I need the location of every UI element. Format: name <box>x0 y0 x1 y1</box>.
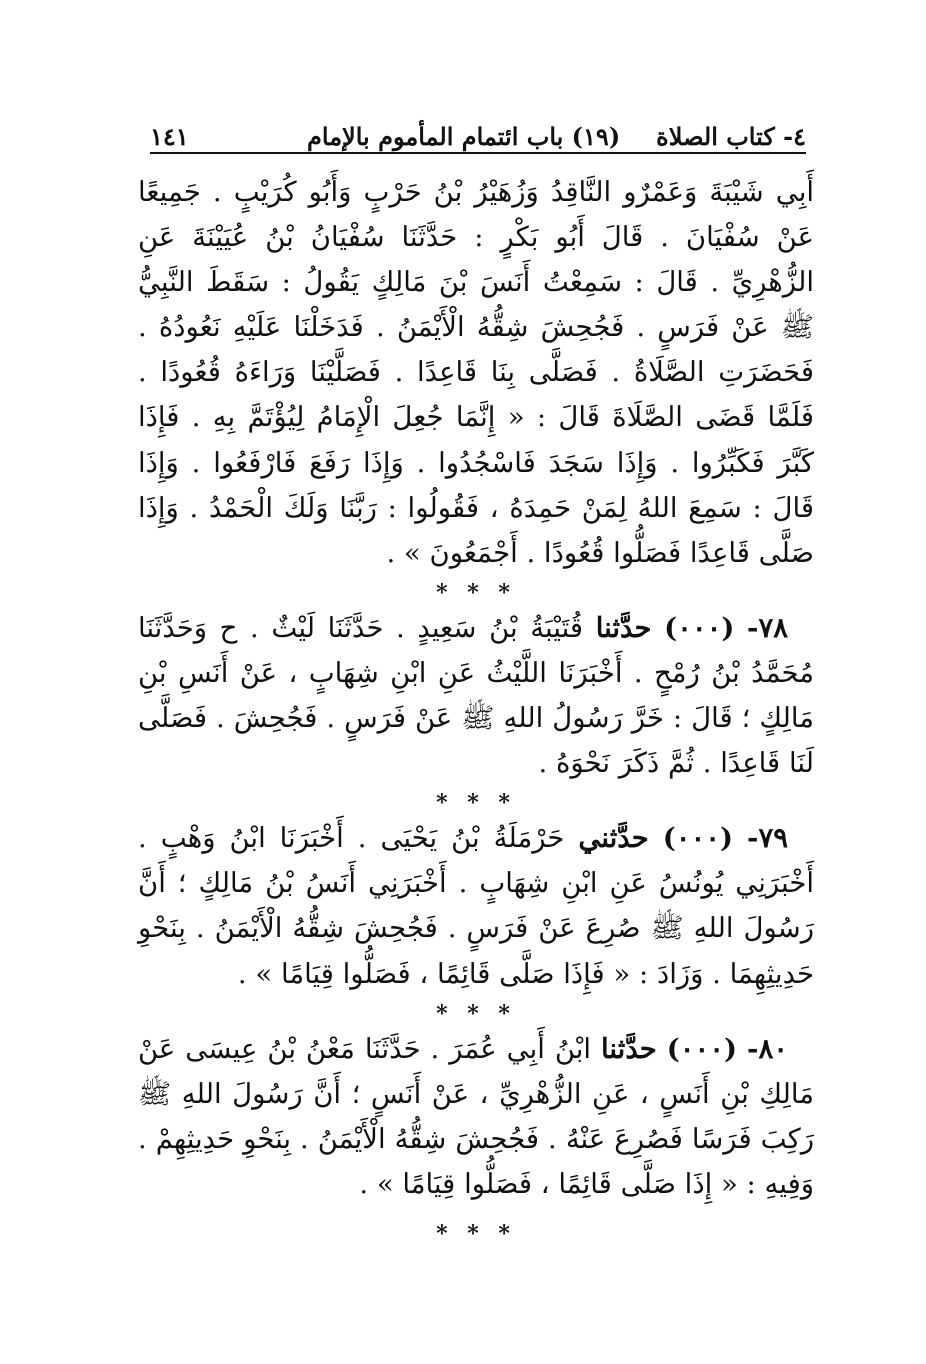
hadith-79 <box>138 816 814 996</box>
hadith-78 <box>138 606 814 786</box>
page-header <box>150 108 806 154</box>
hadith-number: ٧٨- <box>747 611 789 644</box>
hadith-number: ٧٩- <box>747 822 789 855</box>
hadith-text: حَرْمَلَةُ بْنُ يَحْيَى . أَخْبَرَنَا ابْنُ وَهْبٍ . أَخْبَرَنِي يُونُسُ عَنِ ابْنِ شِهَابٍ . أَخْبَرَنِي أَنَسُ بْنُ مَالِكٍ ؛ أَنَّ رَسُولَ اللهِ ﷺ صُرِعَ عَنْ فَرَسٍ . فَجُحِشَ شِقُّهُ الْأَيْمَنُ . بِنَحْوِ حَدِيثِهِمَا . وَزَادَ : « فَإِذَا صَلَّى قَائِمًا ، فَصَلُّوا قِيَامًا » . <box>138 822 814 990</box>
hadith-lead-word: حدَّثني <box>578 822 649 855</box>
hadith-text: ابْنُ أَبِي عُمَرَ . حَدَّثَنَا مَعْنُ بْنُ عِيسَى عَنْ مَالِكِ بْنِ أَنَسٍ ، عَنِ الزُّهْرِيِّ ، عَنْ أَنَسٍ ؛ أَنَّ رَسُولَ اللهِ ﷺ رَكِبَ فَرَسًا فَصُرِعَ عَنْهُ . فَجُحِشَ شِقُّهُ الْأَيْمَنُ . بِنَحْوِ حَدِيثِهِمْ . وَفِيهِ : « إِذَا صَلَّى قَائِمًا ، فَصَلُّوا قِيَامًا » . <box>138 1032 814 1200</box>
hadith-80 <box>138 1027 814 1207</box>
hadith-reference: (٠٠٠) <box>662 822 734 855</box>
hadith-lead-word: حدَّثنا <box>595 611 652 644</box>
page-number: ١٤١ <box>150 121 189 151</box>
book-title: ٤- كتاب الصلاة <box>656 121 806 151</box>
section-separator: * * * <box>436 1220 516 1247</box>
page-body <box>138 170 814 1247</box>
hadith-text: قُتَيْبَةُ بْنُ سَعِيدٍ . حَدَّثَنَا لَيْثٌ . ح وَحَدَّثَنَا مُحَمَّدُ بْنُ رُمْحٍ . أَخْبَرَنَا اللَّيْثُ عَنِ ابْنِ شِهَابٍ ، عَنْ أَنَسِ بْنِ مَالِكٍ ؛ قَالَ : خَرَّ رَسُولُ اللهِ ﷺ عَنْ فَرَسٍ . فَجُحِشَ . فَصَلَّى لَنَا قَاعِدًا . ثُمَّ ذَكَرَ نَحْوَهُ . <box>138 611 814 780</box>
intro-paragraph: أَبِي شَيْبَةَ وَعَمْرٌو النَّاقِدُ وَزُهَيْرُ بْنُ حَرْبٍ وَأَبُو كُرَيْبٍ . جَمِيعًا عَنْ سُفْيَانَ . قَالَ أَبُو بَكْرٍ : حَدَّثَنَا سُفْيَانُ بْنُ عُيَيْنَةَ عَنِ الزُّهْرِيِّ . قَالَ : سَمِعْتُ أَنَسَ بْنَ مَالِكٍ يَقُولُ : سَقَطَ النَّبِيُّ ﷺ عَنْ فَرَسٍ . فَجُحِشَ شِقُّهُ الْأَيْمَنُ . فَدَخَلْنَا عَلَيْهِ نَعُودُهُ . فَحَضَرَتِ الصَّلَاةُ . فَصَلَّى بِنَا قَاعِدًا . فَصَلَّيْنَا وَرَاءَهُ قُعُودًا . فَلَمَّا قَضَى الصَّلَاةَ قَالَ : « إِنَّمَا جُعِلَ الْإِمَامُ لِيُؤْتَمَّ بِهِ . فَإِذَا كَبَّرَ فَكَبِّرُوا . وَإِذَا سَجَدَ فَاسْجُدُوا . وَإِذَا رَفَعَ فَارْفَعُوا . وَإِذَا قَالَ : سَمِعَ اللهُ لِمَنْ حَمِدَهُ ، فَقُولُوا : رَبَّنَا وَلَكَ الْحَمْدُ . وَإِذَا صَلَّى قَاعِدًا فَصَلُّوا قُعُودًا . أَجْمَعُونَ » . <box>138 176 814 569</box>
hadith-reference: (٠٠٠) <box>664 611 735 644</box>
hadith-reference: (٠٠٠) <box>666 1032 738 1065</box>
section-separator: * * * <box>436 790 516 817</box>
section-separator: * * * <box>436 579 516 606</box>
section-separator: * * * <box>436 1000 516 1027</box>
hadith-number: ٨٠- <box>747 1032 788 1065</box>
chapter-title: (١٩) باب ائتمام المأموم بالإمام <box>307 121 621 151</box>
hadith-lead-word: حدَّثنا <box>601 1032 657 1065</box>
